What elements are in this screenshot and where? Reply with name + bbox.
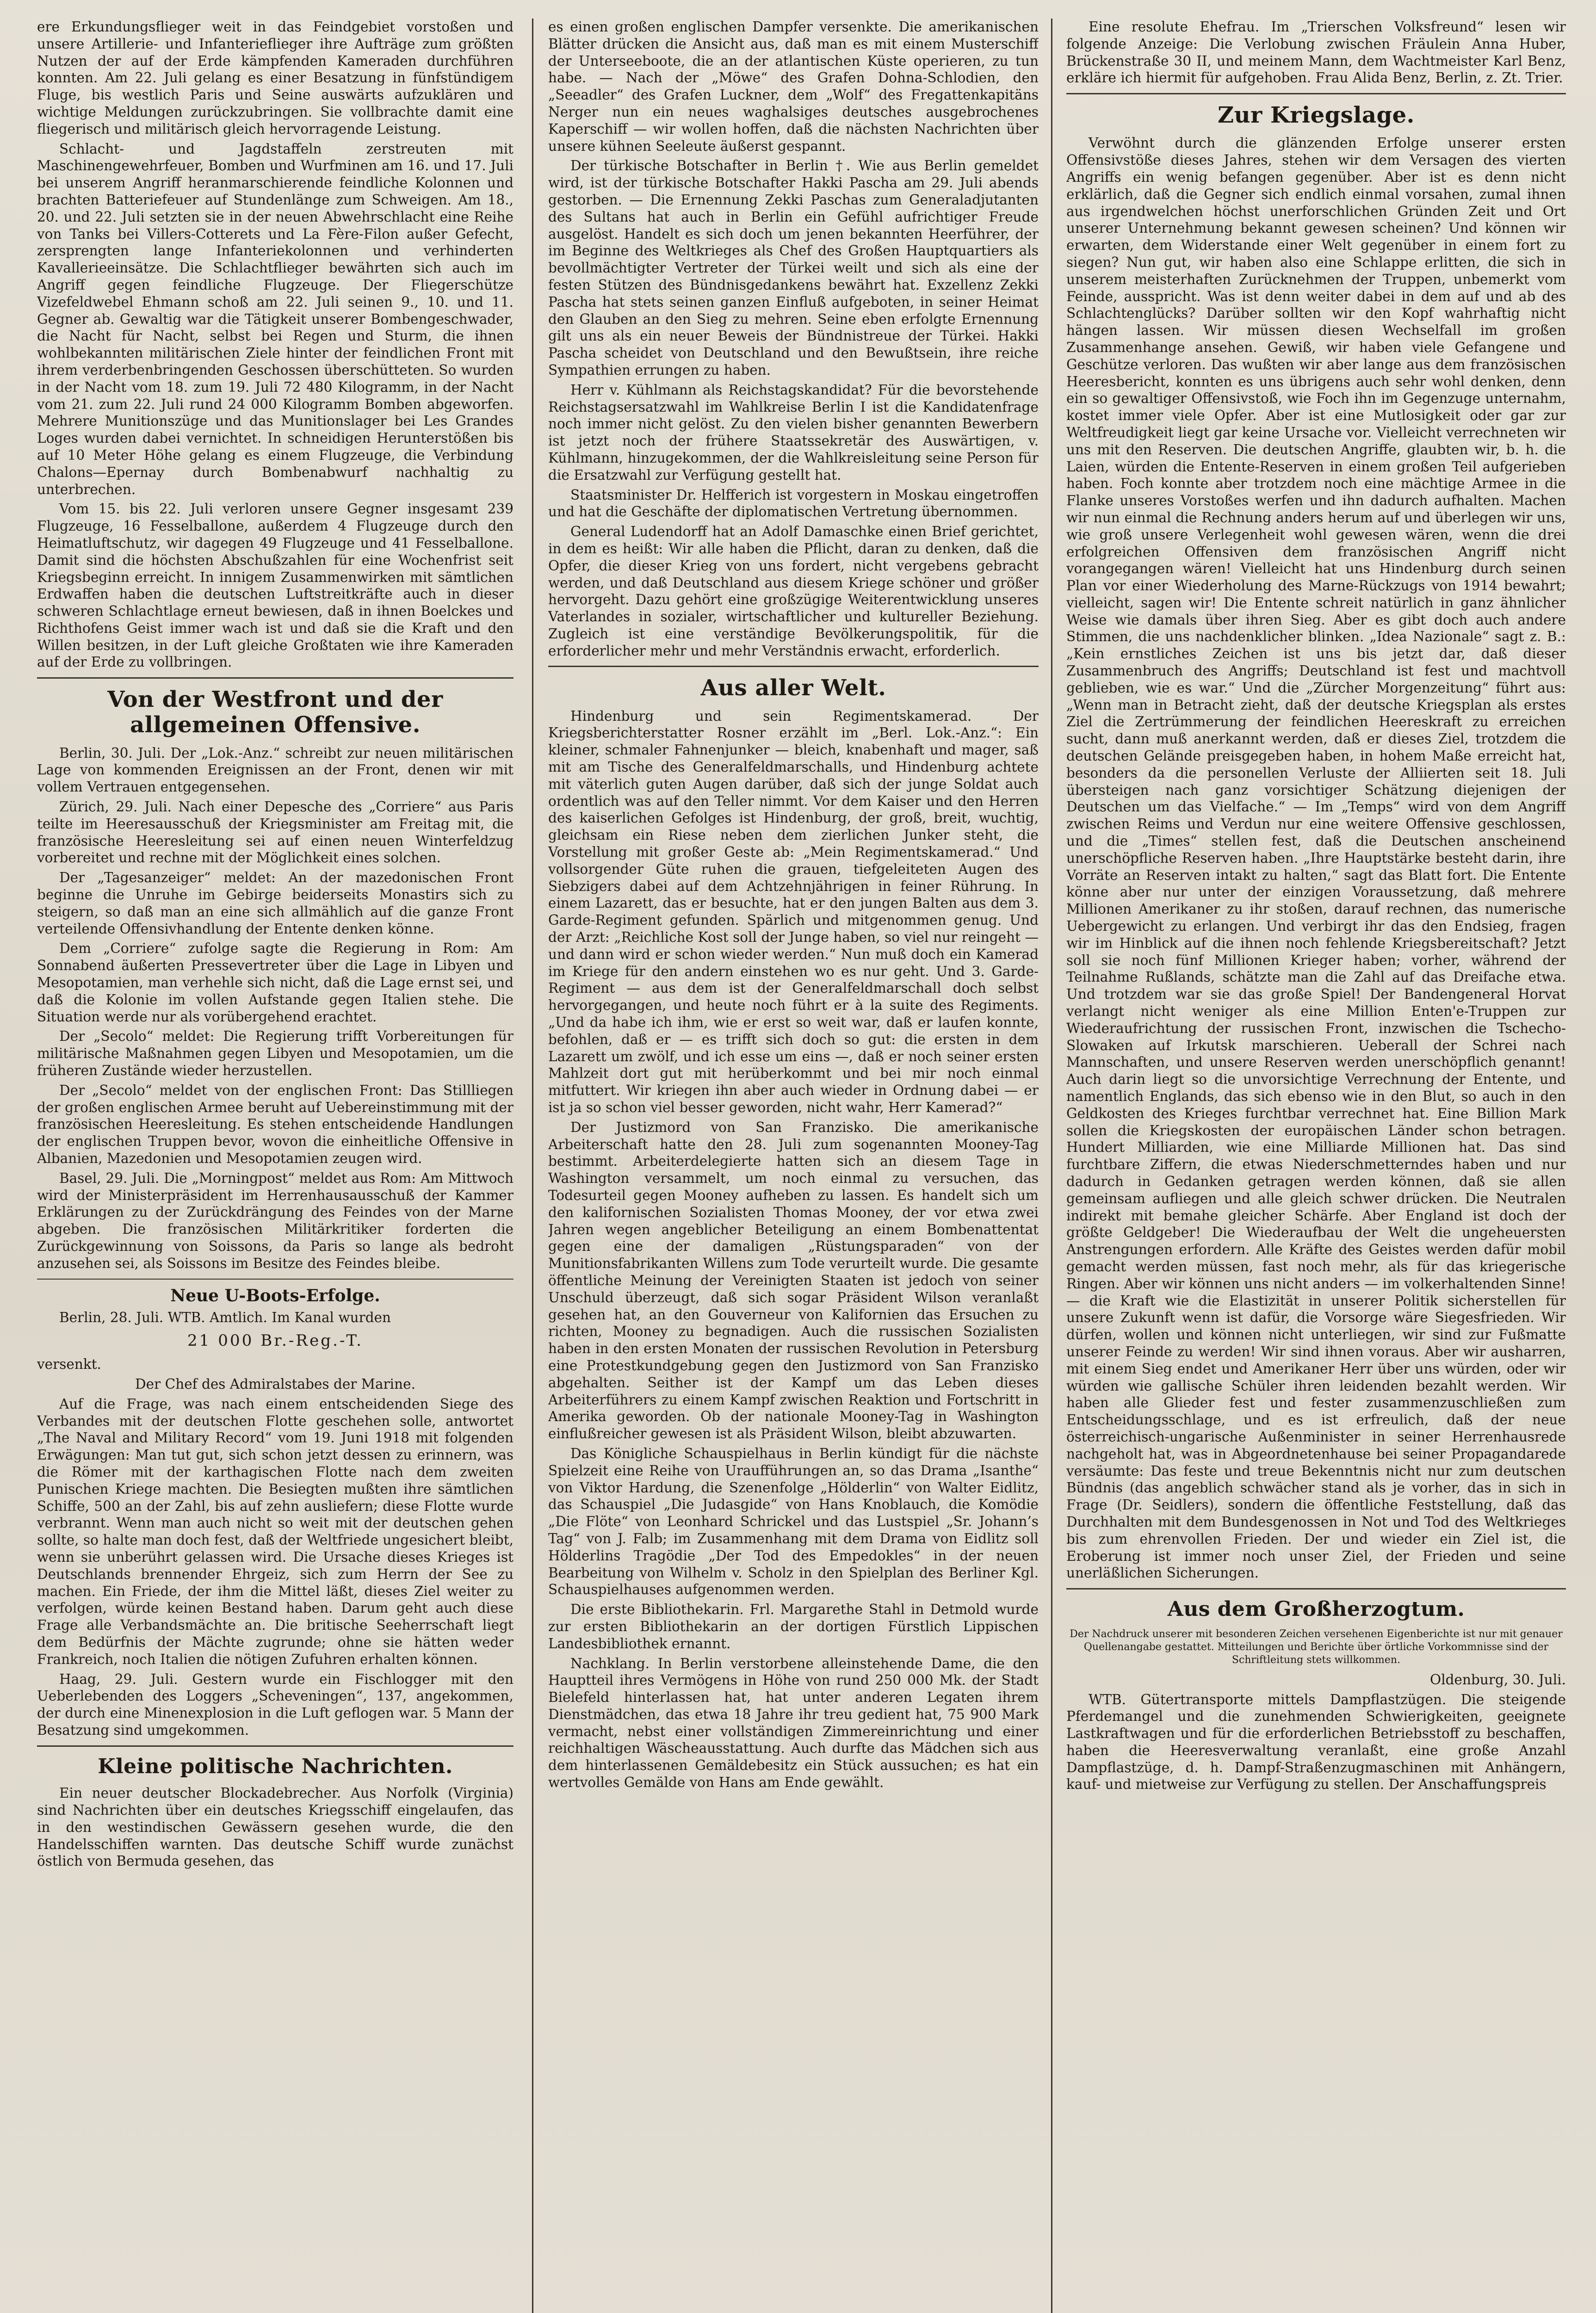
article-paragraph: Ein neuer deutscher Blockadebrecher. Aus Norfolk (Virginia) sind Nachrichten über ein deutsches Kriegsschiff eingelaufen, das in den westindischen Gewässern gesehen wurde, die den Handelsschiffen warnten. Das deutsche Schiff wurde zunächst östlich von Bermuda gesehen, das — [37, 1785, 513, 1869]
section-heading-aller-welt: Aus aller Welt. — [700, 675, 886, 701]
column-rule — [1051, 19, 1052, 2313]
column-right — [1066, 19, 1566, 2313]
dateline: Oldenburg, 30. Juli. — [1430, 1671, 1566, 1688]
signature-line: Der Chef des Admiralstabes der Marine. — [135, 1376, 415, 1392]
article-paragraph: General Ludendorff hat an Adolf Damaschke einen Brief gerichtet, in dem es heißt: Wir alle haben die Pflicht, daran zu denken, daß die Opfer, die dieser Krieg von uns fordert, nicht vergebens gebracht werden, und daß Deutschland aus diesem Kriege schöner und größer hervorgeht. Dazu gehört eine großzügige Weiterentwicklung unseres Vaterlandes in sozialer, wirtschaftlicher und kultureller Beziehung. Zugleich ist eine verständige Bevölkerungspolitik, für die erforderlicher mehr und mehr Verständnis erwacht, erforderlich. — [548, 524, 1039, 659]
column-middle — [548, 19, 1039, 2313]
article-paragraph: Vom 15. bis 22. Juli verloren unsere Gegner insgesamt 239 Flugzeuge, 16 Fesselballone, außerdem 4 Flugzeuge durch den Heimatluftschutz, wir dagegen 49 Flugzeuge und 41 Fesselballone. Damit sind die höchsten Abschußzahlen für eine Wochenfrist seit Kriegsbeginn erreicht. In innigem Zusammenwirken mit sämtlichen Erdwaffen haben die deutschen Luftstreitkräfte auch in dieser schweren Schlachtlage erneut bewiesen, daß in ihnen Boelckes und Richthofens Geist immer wach ist und daß sie die Kraft und den Willen besitzen, in der Luft gleiche Großtaten wie ihre Kameraden auf der Erde zu vollbringen. — [37, 501, 513, 670]
article-paragraph: Auf die Frage, was nach einem entscheidenden Siege des Verbandes mit der deutschen Flotte geschehen solle, antwortet „The Naval and Military Record“ vom 19. Juni 1918 mit folgenden Erwägungen: Man tut gut, sich schon jetzt dessen zu erinnern, was die Römer mit der karthagischen Flotte nach dem zweiten Punischen Kriege machten. Die Besiegten mußten ihre sämtlichen Schiffe, 500 an der Zahl, bis auf zehn ausliefern; diese Flotte wurde verbrannt. Wenn man auch nicht so weit mit der deutschen gehen sollte, so halte man doch fest, daß der Weltfriede ungesichert bleibt, wenn sie unberührt gelassen wird. Die Ursache dieses Krieges ist Deutschlands brennender Ehrgeiz, sich zum Herrn der See zu machen. Ein Friede, der ihm die Mittel läßt, dieses Ziel weiter zu verfolgen, würde keinen Bestand haben. Darum geht auch diese Frage alle Verbandsmächte an. Die britische Seeherrschaft liegt dem Bedürfnis der Mächte zugrunde; ohne sie hätten weder Frankreich, noch Italien die nötigen Zufuhren erhalten können. — [37, 1396, 513, 1667]
article-paragraph: Eine resolute Ehefrau. Im „Trierschen Volksfreund“ lesen wir folgende Anzeige: Die Verlobung zwischen Fräulein Anna Huber, Brückenstraße 30 II, und meinem Mann, dem Wachtmeister Karl Benz, erkläre ich hiermit für aufgehoben. Frau Alida Benz, Berlin, z. Zt. Trier. — [1066, 19, 1566, 86]
section-heading-uboot: Neue U-Boots-Erfolge. — [170, 1286, 380, 1305]
section-divider — [548, 666, 1039, 667]
article-paragraph: Haag, 29. Juli. Gestern wurde ein Fischlogger mit den Ueberlebenden des Loggers „Scheveningen“, 137, angekommen, der durch eine Minenexplosion in die Luft geflogen war. 5 Mann der Besatzung sind umgekommen. — [37, 1671, 513, 1738]
section-heading-kleine: Kleine politische Nachrichten. — [98, 1754, 453, 1778]
section-heading-kriegslage: Zur Kriegslage. — [1218, 102, 1415, 129]
column-left — [37, 19, 513, 2313]
article-paragraph: Die erste Bibliothekarin. Frl. Margarethe Stahl in Detmold wurde zur ersten Bibliothekarin an der dortigen Fürstlich Lippischen Landesbibliothek ernannt. — [548, 1602, 1039, 1651]
article-paragraph: Schlacht- und Jagdstaffeln zerstreuten mit Maschinengewehrfeuer, Bomben und Wurfminen am 16. und 17. Juli bei unserem Angriff heranmarschierende feindliche Kolonnen und brachten Batteriefeuer auf Stundenlänge zum Schweigen. Am 18., 20. und 22. Juli setzten sie in der neuen Abwehrschlacht eine Reihe von Tanks bei Villers-Cotterets und La Fère-Filon außer Gefecht, zersprengten lange Infanteriekolonnen und verhinderten Kavallerieeinsätze. Die Schlachtflieger bewährten sich auch im Angriff gegen feindliche Flugzeuge. Der Fliegerschütze Vizefeldwebel Ehmann schoß am 22. Juli seinen 9., 10. und 11. Gegner ab. Gewaltig war die Tätigkeit unserer Bombengeschwader, die Nacht für Nacht, selbst bei Regen und Sturm, die ihnen wohlbekannten militärischen Ziele hinter der feindlichen Front mit ihrem verderbenbringenden Geschossen überschütteten. So wurden in der Nacht vom 18. zum 19. Juli 72 480 Kilogramm, in der Nacht vom 21. zum 22. Juli rund 24 000 Kilogramm Bomben abgeworfen. Mehrere Munitionszüge und das Munitionslager bei Les Grandes Loges wurden dabei vernichtet. In schneidigen Herunterstößen bis auf 10 Meter Höhe gelang es einem Flugzeuge, die Verbindung Chalons—Epernay durch Bombenabwurf nachhaltig zu unterbrechen. — [37, 141, 513, 497]
article-paragraph: Der Justizmord von San Franzisko. Die amerikanische Arbeiterschaft hatte den 28. Juli zum sogenannten Mooney-Tag bestimmt. Arbeiterdelegierte hatten sich an diesem Tage in Washington versammelt, um noch einmal zu versuchen, das Todesurteil gegen Mooney aufheben zu lassen. Es handelt sich um den kalifornischen Sozialisten Thomas Mooney, der vor etwa zwei Jahren wegen angeblicher Beteiligung an einem Bombenattentat gegen eine der damaligen „Rüstungsparaden“ von der Munitionsfabrikanten Willens zum Tode verurteilt wurde. Die gesamte öffentliche Meinung der Vereinigten Staaten ist jedoch von seiner Unschuld überzeugt, daß sich sogar Präsident Wilson veranlaßt gesehen hat, an den Gouverneur von Kalifornien das Ersuchen zu richten, Mooney zu begnadigen. Auch die russischen Sozialisten haben in den ersten Monaten der russischen Revolution in Petersburg eine Protestkundgebung gegen den Justizmord von San Franzisko abgehalten. Seither ist der Kampf um das Leben dieses Arbeiterführers zu einem Kampf zwischen Reaktion und Fortschritt in Amerika geworden. Ob der nationale Mooney-Tag in Washington einflußreicher gewesen ist als Präsident Wilson, bleibt abzuwarten. — [548, 1119, 1039, 1442]
article-paragraph: Dem „Corriere“ zufolge sagte die Regierung in Rom: Am Sonnabend äußerten Pressevertreter über die Lage in Libyen und Mesopotamien, man verhehle sich nicht, daß die Lage ernst sei, und daß die Kolonie im vollen Aufstande gegen Italien stehe. Die Situation werde nur als vorübergehend erachtet. — [37, 940, 513, 1025]
tonnage-figure: 21 000 Br.-Reg.-T. — [187, 1331, 364, 1350]
article-paragraph: Verwöhnt durch die glänzenden Erfolge unserer ersten Offensivstöße dieses Jahres, stehen wir dem Versagen des vierten Angriffs ein wenig befangen gegenüber. Aber ist es denn nicht erklärlich, daß die Gegner sich endlich einmal vorsahen, zumal ihnen aus irgendwelchen höchst unerforschlichen Gründen Zeit und Ort unserer Unternehmung bekannt gewesen scheinen? Und können wir erwarten, dem Widerstande einer Welt gegenüber in einem fort zu siegen? Nun gut, wir haben also eine Schlappe erlitten, die sich in unserem meisterhaften Zurücknehmen der Truppen, unbemerkt vom Feinde, ausspricht. Was ist denn weiter dabei in dem auf und ab des Schlachtenglücks? Darüber sollten wir den Kopf wahrhaftig nicht hängen lassen. Wir müssen diesen Wechselfall im großen Zusammenhange ansehen. Gewiß, wir haben viele Gefangene und Geschütze verloren. Das wußten wir aber lange aus dem französischen Heeresbericht, konnten es uns übrigens auch sehr wohl denken, denn ein so gewaltiger Offensivstoß, wie Foch ihn im Gegenzuge unternahm, kostet immer viele Opfer. Aber ist eine Mutlosigkeit oder gar zur Weltfreudigkeit liegt gar keine Ursache vor. Vielleicht verrechneten wir uns mit den Reserven. Die deutschen Angriffe, glaubten wir, b. h. die Laien, würden die Entente-Reserven in einem großen Teil aufgerieben haben. Foch konnte aber trotzdem noch eine mächtige Armee in die Flanke unseres Vorstoßes werfen und ihn dadurch aufhalten. Machen wir nun einmal die Rechnung anders herum auf und überlegen wir uns, wie groß unsere Verlegenheit wohl gewesen wären, wenn die drei erfolgreichen Offensiven dem französischen Angriff nicht vorangegangen wären! Vielleicht hat uns Hindenburg durch seinen Plan vor einer Wiederholung des Marne-Rückzugs von 1914 bewahrt; vielleicht, sagen wir! Die Entente schreit natürlich in ganz ähnlicher Weise wie damals über ihren Sieg. Aber es gibt doch auch andere Stimmen, die uns nachdenklicher blinken. „Idea Nazionale“ sagt z. B.: „Kein ernstliches Zeichen ist uns bis jetzt dar, daß dieser Zusammenbruch des Angriffs; Deutschland ist fest und machtvoll geblieben, wie es war.“ Und die „Zürcher Morgenzeitung“ führt aus: „Wenn man in Betracht zieht, daß der deutsche Kriegsplan als erstes Ziel die Zertrümmerung der feindlichen Heereskraft zu erreichen sucht, dann muß anerkannt werden, daß er dieses Ziel, trotzdem die deutschen Gelände preisgegeben haben, in hohem Maße erreicht hat, besonders da die personellen Verluste der Alliierten seit 18. Juli übersteigen nach ganz vorsichtiger Schätzung diejenigen der Deutschen um das Vielfache.“ — Im „Temps“ wird von dem Angriff zwischen Reims und Verdun nur eine weitere Offensive geschlossen, und die „Times“ stellen fest, daß die Deutschen anscheinend unerschöpfliche Reserven haben. „Ihre Hauptstärke besteht darin, ihre Vorräte an Reserven intakt zu halten,“ sagt das Blatt fort. Die Entente könne aber nur unter der einzigen Voraussetzung, daß mehrere Millionen Amerikaner zu ihr stoßen, darauf rechnen, das numerische Uebergewicht zu erlangen. Und verbirgt ihr das den Endsieg, fragen wir im Hinblick auf die ihnen noch fehlende Kriegsbereitschaft? Jetzt soll sie noch fünf Millionen Krieger haben; vorher, während der Teilnahme Rußlands, schätzte man die Zahl auf das Dreifache etwa. Und trotzdem war sie das große Spiel! Der Bandengeneral Horvat verlangt nicht weniger als eine Million Enten'e-Truppen zur Wiederaufrichtung der russischen Front, inzwischen die Tschecho-Slowaken auf Irkutsk marschieren. Ueberall der Schrei nach Mannschaften, und unsere Reserven werden unerschöpflich genannt! Auch darin liegt so die unvorsichtige Verrechnung der Entente, und namentlich Englands, das sich ebenso wie in den Blut, so auch in den Geldkosten des Krieges furchtbar verrechnet hat. Eine Billion Mark sollen die Kriegskosten der europäischen Länder schon betragen. Hundert Milliarden, wie eine Milliarde Millionen hat. Das sind furchtbare Ziffern, die etwas Niederschmetterndes haben und nur dadurch in Gedanken getragen werden können, daß sie allen gemeinsam aufliegen und alle gleich schwer drücken. Die Neutralen indirekt mit bemahe gleicher Schärfe. Aber England ist doch der größte Geldgeber! Die Wiederaufbau der Welt die ungeheuersten Anstrengungen erfordern. Alle Kräfte des Geistes werden dafür mobil gemacht werden müssen, fast noch mehr, als für das kriegerische Ringen. Aber wir können uns nicht anders — im volkerhaltenden Sinne! — die Kraft wie die Elastizität in unserer Politik sicherstellen für unsere Zukunft wenn ist dafür, die Vorsorge wäre Siegesfrieden. Wir dürfen, wollen und können nicht unterliegen, wir sind zur Fußmatte unserer Feinde zu werden! Wir sind ihnen voraus. Aber wir ausharren, mit einem Sieg endet und Amerikaner Herr über uns würden, oder wir würden wie gallische Schüler ihren leidenden bezahlt werden. Wir haben alle Glieder fest und fester zusammenzuschließen zum Entscheidungsschlage, und es ist erfreulich, daß der neue österreichisch-ungarische Außenminister in seiner Herrenhausrede nachgeholt hat, was in Abgeordnetenhause bei seiner Propagandarede versäumte: Das feste und treue Bekenntnis nicht nur zum deutschen Bündnis (das angeblich schwächer stand als je vorher, das in sich in Frage (Dr. Seidlers), sondern die öffentliche Feststellung, daß das Durchhalten mit dem Bundesgenossen in Not und Tod des Weltkrieges bis zum ehrenvollen Frieden. Der und wieder ein Ziel ist, die Eroberung ist immer noch unser Ziel, der Frieden und seine unerläßlichen Sicherungen. — [1066, 135, 1566, 1581]
article-paragraph: Berlin, 30. Juli. Der „Lok.-Anz.“ schreibt zur neuen militärischen Lage von kommenden Ereignissen an der Front, denen wir mit vollem Vertrauen entgegensehen. — [37, 745, 513, 795]
article-paragraph: Der „Tagesanzeiger“ meldet: An der mazedonischen Front beginne die Unruhe im Gebirge beiderseits Monastirs sich zu steigern, so daß man an eine sich allmählich auf die ganze Front verteilende Offensivhandlung der Entente denken könne. — [37, 870, 513, 937]
article-paragraph: Nachklang. In Berlin verstorbene alleinstehende Dame, die den Hauptteil ihres Vermögens in Höhe von rund 250 000 Mk. der Stadt Bielefeld hinterlassen hat, hat unter anderen Legaten ihrem Dienstmädchen, das etwa 18 Jahre ihr treu gedient hat, 75 900 Mark vermacht, nebst einer vollständigen Zimmereinrichtung und einer reichhaltigen Wäscheausstattung. Auch durfte das Mädchen sich aus dem hinterlassenen Gemäldebesitz ein Stück aussuchen; es hat ein wertvolles Gemälde von Hans am Ende gewählt. — [548, 1655, 1039, 1791]
article-paragraph: es einen großen englischen Dampfer versenkte. Die amerikanischen Blätter drücken die Ansicht aus, daß man es mit einem Musterschiff der Unterseeboote, die an der atlantischen Küste operieren, zu tun habe. — Nach der „Möwe“ des Grafen Dohna-Schlodien, den „Seeadler“ des Grafen Luckner, dem „Wolf“ des Fregattenkapitäns Nerger nun ein neues waghalsiges deutsches ausgebrochenes Kaperschiff — wir wollen hoffen, daß die nächsten Nachrichten über unsere kühnen Seeleute äußerst gespannt. — [548, 19, 1039, 154]
article-paragraph: WTB. Gütertransporte mittels Dampflastzügen. Die steigende Pferdemangel und die zunehmenden Schwierigkeiten, geeignete Lastkraftwagen und für die erforderlichen Betriebsstoff zu beschaffen, haben die Heeresverwaltung veranlaßt, eine große Anzahl Dampflastzüge, d. h. Dampf-Straßenzugmaschinen mit Anhängern, kauf- und mietweise zur Verfügung zu stellen. Der Anschaffungspreis — [1066, 1691, 1566, 1793]
article-paragraph: Hindenburg und sein Regimentskamerad. Der Kriegsberichterstatter Rosner erzählt im „Berl. Lok.-Anz.“: Ein kleiner, schmaler Fahnenjunker — bleich, knabenhaft und mager, saß mit am Tische des Generalfeldmarschalls, und Hindenburg achtete mit väterlich guten Augen darüber, daß sich der junge Soldat auch ordentlich was auf den Teller nimmt. Vor dem Kaiser und den Herren des kaiserlichen Gefolges ist Hindenburg, der groß, breit, wuchtig, gleichsam ein Riese neben dem zierlichen Junker steht, die Vorstellung mit großer Geste ab: „Mein Regimentskamerad.“ Und vollsorgender Güte ruhen die grauen, tiefgeleiteten Augen des Siebzigers dabei auf dem Achtzehnjährigen in feiner Rührung. In einem Lazarett, das er besuchte, hat er den jungen Balten aus dem 3. Garde-Regiment gefunden. Spärlich und mitgenommen genug. Und der Arzt: „Reichliche Kost soll der Junge haben, so viel nur reingeht — und dann wird er schon wieder werden.“ Nun muß doch ein Kamerad im Kriege für den andern einstehen wo es nur geht. Und 3. Garde-Regiment — aus dem ist der Generalfeldmarschall doch selbst hervorgegangen, und heute noch führt er à la suite des Regiments. „Und da habe ich ihm, wie er erst so weit war, daß er laufen konnte, befohlen, daß er — es trifft sich doch so gut: die ersten in dem Lazarett um zwölf, und ich esse um eins —, daß er noch seiner ersten Mahlzeit dort gut mit herüberkommt und bei mir noch einmal mitfuttert. Wir kriegen ihn aber auch wieder in Ordnung dabei — er ist ja so schon viel besser geworden, nicht wahr, Herr Kamerad?“ — [548, 708, 1039, 1115]
section-divider — [1066, 93, 1566, 94]
article-paragraph: ere Erkundungsflieger weit in das Feindgebiet vorstoßen und unsere Artillerie- und Infanterieflieger ihre Aufträge zum größten Nutzen der auf der Erde kämpfenden Kameraden durchführen konnten. Am 22. Juli gelang es einer Besatzung in fünfstündigem Fluge, bis westlich Paris und Seine auswärts aufzuklären und wichtige Meldungen zurückzubringen. Sie vollbrachte damit eine fliegerisch und militärisch gleich hervorragende Leistung. — [37, 19, 513, 137]
section-heading-grossherzogtum: Aus dem Großherzogtum. — [1167, 1597, 1465, 1621]
article-paragraph: Zürich, 29. Juli. Nach einer Depesche des „Corriere“ aus Paris teilte im Heeresausschuß der Kriegsminister am Freitag mit, die französische Heeresleitung sei auf einen neuen Winterfeldzug vorbereitet und rechne mit der Möglichkeit eines solchen. — [37, 799, 513, 866]
article-paragraph: Berlin, 28. Juli. WTB. Amtlich. Im Kanal wurden — [59, 1309, 391, 1325]
section-divider — [37, 1745, 513, 1747]
section-divider — [1066, 1588, 1566, 1589]
article-paragraph: Herr v. Kühlmann als Reichstagskandidat? Für die bevorstehende Reichstagsersatzwahl im Wahlkreise Berlin I ist die Kandidatenfrage noch immer nicht gelöst. Zu den vielen bisher genannten Bewerbern ist jetzt noch der frühere Staatssekretär des Auswärtigen, v. Kühlmann, hinzugekommen, der die Wahlkreisleitung seine Person für die Ersatzwahl zur Verfügung gestellt hat. — [548, 382, 1039, 483]
section-divider — [37, 677, 513, 679]
article-paragraph: Der „Secolo“ meldet: Die Regierung trifft Vorbereitungen für militärische Maßnahmen gegen Libyen und Mesopotamien, um die früheren Zustände wieder herzustellen. — [37, 1028, 513, 1078]
article-paragraph: Der „Secolo“ meldet von der englischen Front: Das Stillliegen der großen englischen Armee beruht auf Uebereinstimmung mit der französischen Heeresleitung. Es stehen entscheidende Handlungen der englischen Truppen bevor, wovon die einheitliche Offensive in Albanien, Mazedonien und Mesopotamien zeugen wird. — [37, 1082, 513, 1166]
article-paragraph: Das Königliche Schauspielhaus in Berlin kündigt für die nächste Spielzeit eine Reihe von Uraufführungen an, so das Drama „Isanthe“ von Viktor Hardung, die Szenenfolge „Hölderlin“ von Walter Eidlitz, das Schauspiel „Die Judasgide“ von Hans Knoblauch, die Komödie „Die Flöte“ von Leonhard Schrickel und das Lustspiel „Sr. Johann’s Tag“ von J. Falb; im Zusammenhang mit dem Drama von Eidlitz soll Hölderlins Tragödie „Der Tod des Empedokles“ in der neuen Bearbeitung von Wilhelm v. Scholz in den Spielplan des Berliner Kgl. Schauspielhauses aufgenommen werden. — [548, 1445, 1039, 1598]
reprint-notice: Der Nachdruck unserer mit besonderen Zeichen versehenen Eigenberichte ist nur mit genauer Quellenangabe gestattet. Mitteilungen und Berichte über örtliche Vorkommnisse sind der Schriftleitung stets willkommen. — [1070, 1628, 1563, 1666]
article-paragraph: versenkt. — [37, 1356, 101, 1373]
article-paragraph: Staatsminister Dr. Helfferich ist vorgestern in Moskau eingetroffen und hat die Geschäfte der diplomatischen Vertretung übernommen. — [548, 487, 1039, 520]
section-divider — [37, 1279, 513, 1280]
article-paragraph: Der türkische Botschafter in Berlin †. Wie aus Berlin gemeldet wird, ist der türkische Botschafter Hakki Pascha am 29. Juli abends gestorben. — Die Ernennung Zekki Paschas zum Generaladjutanten des Sultans hat auch in Berlin ein Gefühl aufrichtiger Freude ausgelöst. Handelt es sich doch um jenen bekannten Heerführer, der im Beginne des Weltkrieges als Chef des Großen Hauptquartiers als bevollmächtigter Vertreter der Türkei weilt und sich als eine der festen Stützen des Bündnisgedankens bewährt hat. Exzellenz Zekki Pascha hat stets seinen ganzen Einfluß aufgeboten, in seiner Heimat den Glauben an den Sieg zu mehren. Seine eben erfolgte Ernennung gilt uns als ein neuer Beweis der Bündnistreue der Türkei. Hakki Pascha scheidet von Deutschland und den Bewußtsein, ihre reiche Sympathien errungen zu haben. — [548, 158, 1039, 378]
section-heading-westfront: Von der Westfront und der allgemeinen Offensive. — [107, 686, 443, 738]
column-rule — [532, 19, 533, 2313]
article-paragraph: Basel, 29. Juli. Die „Morningpost“ meldet aus Rom: Am Mittwoch wird der Ministerpräsident im Herrenhausausschuß der Kammer Erklärungen zu der Zurückdrängung des Feindes von der Marne abgeben. Die französischen Militärkritiker forderten die Zurückgewinnung von Soissons, da Paris so lange als bedroht anzusehen sei, als Soissons im Besitze des Feindes bleibe. — [37, 1170, 513, 1271]
